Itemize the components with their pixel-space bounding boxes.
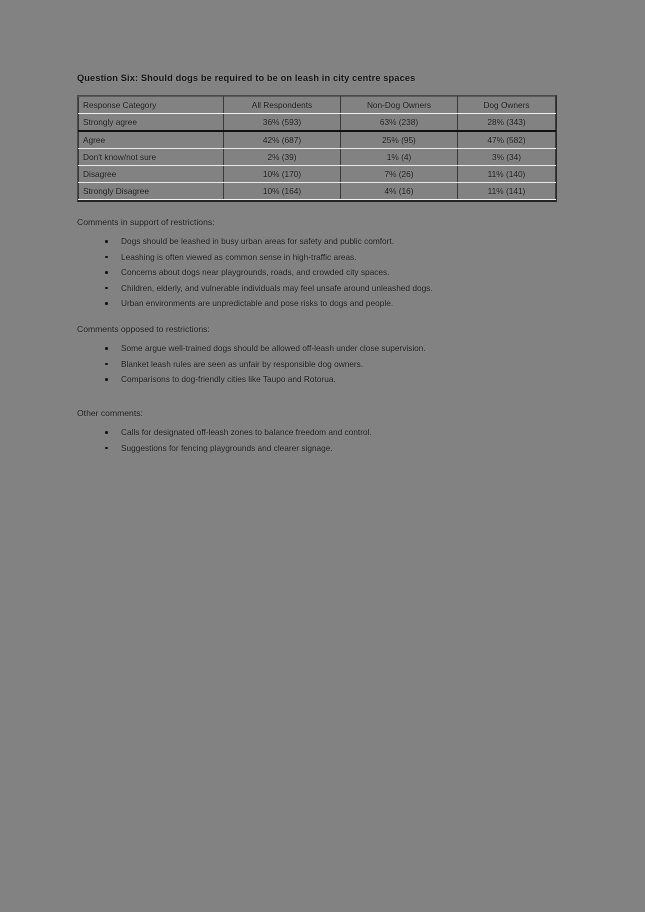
table-row — [79, 183, 556, 200]
list-item-text: Comparisons to dog-friendly cities like Taupo and Rotorua. — [121, 374, 336, 384]
list-item — [77, 374, 555, 385]
section-heading: Other comments: — [77, 408, 143, 418]
bullet-icon — [105, 256, 108, 259]
list-item — [77, 298, 555, 309]
cell-all-respondents: 2% (39) — [224, 149, 341, 166]
cell-dog-owners: 28% (343) — [458, 114, 556, 132]
list-item — [77, 236, 555, 247]
list-item — [77, 443, 555, 454]
table-row — [79, 114, 556, 132]
list-item-text: Leashing is often viewed as common sense in high-traffic areas. — [121, 251, 357, 262]
column-header-dog-owners: Dog Owners — [458, 97, 556, 114]
cell-all-respondents: 10% (164) — [224, 183, 341, 200]
bullet-icon — [105, 431, 108, 434]
table-header-row — [79, 97, 556, 114]
list-item-text: Calls for designated off-leash zones to balance freedom and control. — [121, 427, 372, 437]
survey-results-table — [78, 96, 556, 200]
cell-non-dog-owners: 4% (16) — [341, 183, 458, 200]
list-item-text: Blanket leash rules are seen as unfair by responsible dog owners. — [121, 358, 364, 369]
list-item-text: Dogs should be leashed in busy urban areas for safety and public comfort. — [121, 236, 395, 246]
column-header-response-category: Response Category — [79, 97, 224, 114]
bullet-icon — [105, 378, 108, 381]
cell-category: Disagree — [79, 166, 224, 183]
results-table-container — [77, 95, 557, 202]
opposed-comments-list — [77, 343, 555, 385]
cell-dog-owners: 11% (140) — [458, 166, 556, 183]
section-heading: Comments opposed to restrictions: — [77, 324, 210, 334]
list-item — [77, 427, 555, 438]
cell-dog-owners: 11% (141) — [458, 183, 556, 200]
bullet-icon — [105, 363, 108, 366]
cell-category: Strongly Disagree — [79, 183, 224, 200]
table-header — [79, 97, 556, 114]
list-item-text: Concerns about dogs near playgrounds, roads, and crowded city spaces. — [121, 267, 390, 277]
bullet-icon — [105, 302, 108, 305]
section-opposed-comments — [77, 323, 555, 385]
list-item — [77, 252, 555, 263]
cell-all-respondents: 36% (593) — [224, 114, 341, 132]
cell-all-respondents: 10% (170) — [224, 166, 341, 183]
bullet-icon — [105, 347, 108, 350]
list-item-text: Some argue well-trained dogs should be allowed off-leash under close supervision. — [121, 343, 426, 353]
support-comments-list — [77, 236, 555, 309]
cell-category: Agree — [79, 131, 224, 149]
cell-all-respondents: 42% (687) — [224, 131, 341, 149]
cell-category: Don't know/not sure — [79, 149, 224, 166]
list-item — [77, 359, 555, 370]
page-title: Question Six: Should dogs be required to be on leash in city centre spaces — [77, 73, 416, 83]
cell-non-dog-owners: 7% (26) — [341, 166, 458, 183]
column-header-all-respondents: All Respondents — [224, 97, 341, 114]
section-heading: Comments in support of restrictions: — [77, 217, 215, 227]
table-body — [79, 114, 556, 200]
cell-dog-owners: 3% (34) — [458, 149, 556, 166]
table-row — [79, 149, 556, 166]
bullet-icon — [105, 271, 108, 274]
cell-non-dog-owners: 1% (4) — [341, 149, 458, 166]
table-row — [79, 166, 556, 183]
list-item-text: Suggestions for fencing playgrounds and clearer signage. — [121, 442, 333, 453]
list-item-text: Children, elderly, and vulnerable individuals may feel unsafe around unleashed dogs. — [121, 282, 433, 293]
list-item — [77, 343, 555, 354]
bullet-icon — [105, 447, 108, 450]
list-item-text: Urban environments are unpredictable and pose risks to dogs and people. — [121, 298, 394, 308]
cell-dog-owners: 47% (582) — [458, 131, 556, 149]
other-comments-list — [77, 427, 555, 454]
cell-category: Strongly agree — [79, 114, 224, 132]
section-other-comments — [77, 407, 555, 454]
bullet-icon — [105, 240, 108, 243]
document-content — [77, 72, 555, 458]
table-row — [79, 131, 556, 149]
cell-non-dog-owners: 25% (95) — [341, 131, 458, 149]
list-item — [77, 283, 555, 294]
column-header-non-dog-owners: Non-Dog Owners — [341, 97, 458, 114]
bullet-icon — [105, 287, 108, 290]
cell-non-dog-owners: 63% (238) — [341, 114, 458, 132]
section-support-comments — [77, 216, 555, 309]
list-item — [77, 267, 555, 278]
